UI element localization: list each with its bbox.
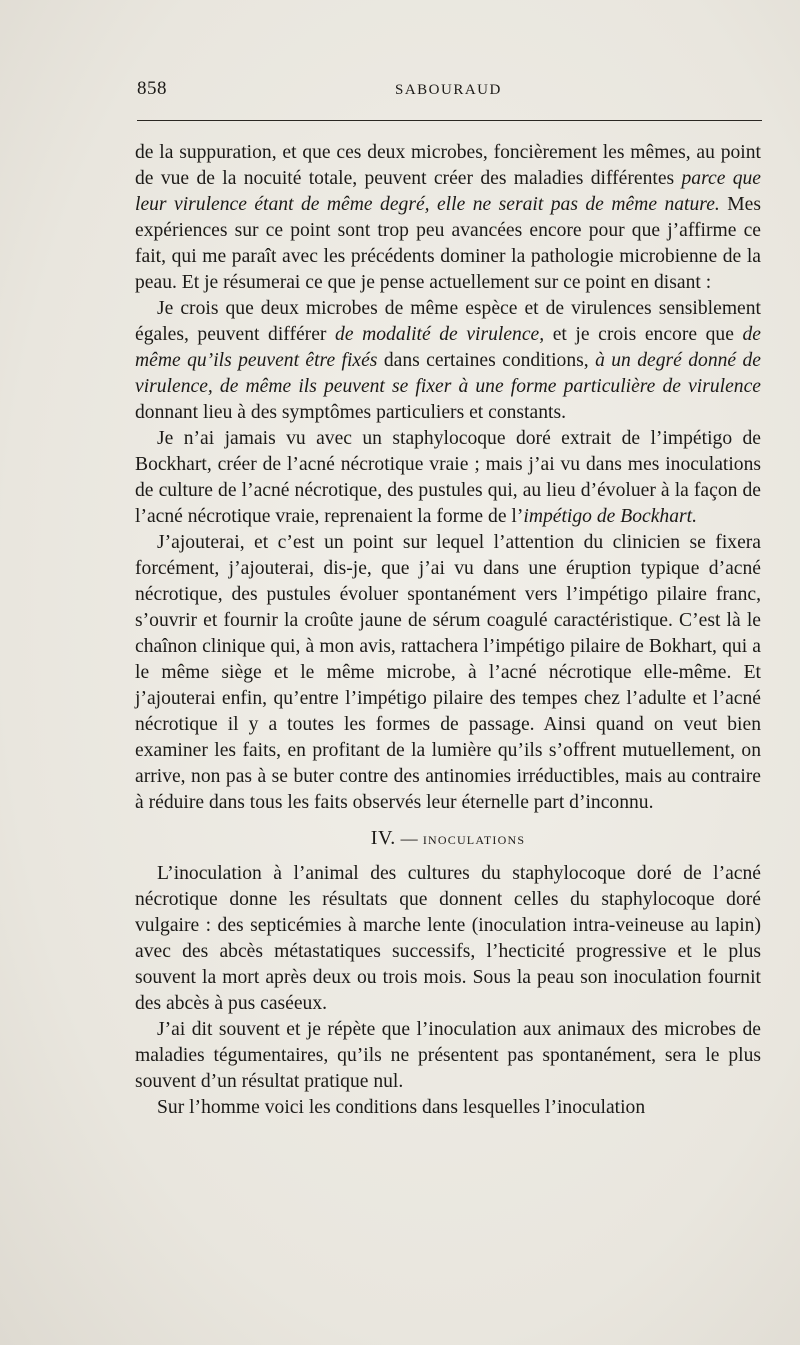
italic-run: de modalité de virulence, [335, 324, 545, 345]
text-run: de la suppuration, et que ces deux microbes, foncièrement les mêmes, au point de vue de la nocuité totale, peuvent créer des maladies différentes [135, 142, 761, 189]
paragraph [135, 140, 761, 296]
running-head: SABOURAUD [395, 82, 502, 98]
italic-run: parce que leur virulence étant de même degré, elle ne serait pas de même nature. [135, 168, 762, 215]
italic-run: de même qu’ils peuvent être fixés [135, 324, 761, 371]
italic-run: à un degré donné de virulence, de même ils peuvent se fixer à une forme particulière de virulence [135, 350, 761, 397]
section-heading [135, 825, 761, 852]
page-header [137, 78, 762, 108]
paragraph: Sur l’homme voici les conditions dans lesquelles l’inoculation [157, 1097, 646, 1118]
section-title: inoculations [422, 829, 526, 848]
section-dash: — [400, 829, 419, 848]
paragraph: J’ajouterai, et c’est un point sur lequel l’attention du clinicien se fixera forcément, j’ajouterai, dis-je, que j’ai vu dans une éruption typique d’acné nécrotique, des pustules évoluer spontanément vers l’impétigo pilaire franc, s’ouvrir et fournir la croûte jaune de sérum coagulé caractéristique. C’est là le chaînon clinique qui, à mon avis, rattachera l’impétigo pilaire de Bokhart, qui a le même siège et le même microbe, à l’acné nécrotique elle-même. Et j’ajouterai enfin, qu’entre l’impétigo pilaire des tempes chez l’adulte et l’acné nécrotique il y a toutes les formes de passage. Ainsi quand on veut bien examiner les faits, en profitant de la lumière qu’ils s’offrent mutuellement, on arrive, non pas à se buter contre des antinomies irréductibles, mais au contraire à réduire dans tous les faits observés leur éternelle part d’inconnu. [135, 532, 761, 813]
text-run: Mes expériences sur ce point sont trop peu avancées encore pour que j’affirme ce fait, qui me paraît avec les précédents dominer la pathologie microbienne de la peau. Et je résumerai ce que je pense actuellement sur ce point en disant : [135, 194, 761, 293]
paragraph: J’ai dit souvent et je répète que l’inoculation aux animaux des microbes de maladies tégumentaires, qu’ils ne présentent pas spontanément, sera le plus souvent d’un résultat pratique nul. [135, 1019, 761, 1092]
text-run: et je crois encore que [544, 324, 743, 345]
paragraph [135, 296, 761, 426]
section-number: IV. [370, 827, 396, 849]
paragraph: L’inoculation à l’animal des cultures du staphylocoque doré de l’acné nécrotique donne les résultats que donnent celles du staphylocoque doré vulgaire : des septicémies à marche lente (inoculation intra-veineuse au lapin) avec des abcès métastatiques successifs, l’hecticité progressive et le plus souvent la mort après deux ou trois mois. Sous la peau son inoculation fournit des abcès à pus caséeux. [135, 863, 761, 1014]
italic-run: impétigo de Bockhart. [523, 506, 697, 527]
text-run: Je crois que deux microbes de même espèce et de virulences sensiblement égales, peuvent différer [135, 298, 761, 345]
body-text [135, 140, 761, 1121]
text-run: dans certaines conditions, [377, 350, 596, 371]
header-rule [137, 120, 762, 121]
text-run: donnant lieu à des symptômes particuliers et constants. [135, 402, 566, 423]
page-number: 858 [137, 78, 167, 99]
text-run: Je n’ai jamais vu avec un staphylocoque doré extrait de l’impétigo de Bockhart, créer de l’acné nécrotique vraie ; mais j’ai vu dans mes inoculations de culture de l’acné nécrotique, des pustules qui, au lieu d’évoluer à la façon de l’acné nécrotique vraie, reprenaient la forme de l’ [135, 428, 761, 527]
paragraph [135, 426, 761, 530]
